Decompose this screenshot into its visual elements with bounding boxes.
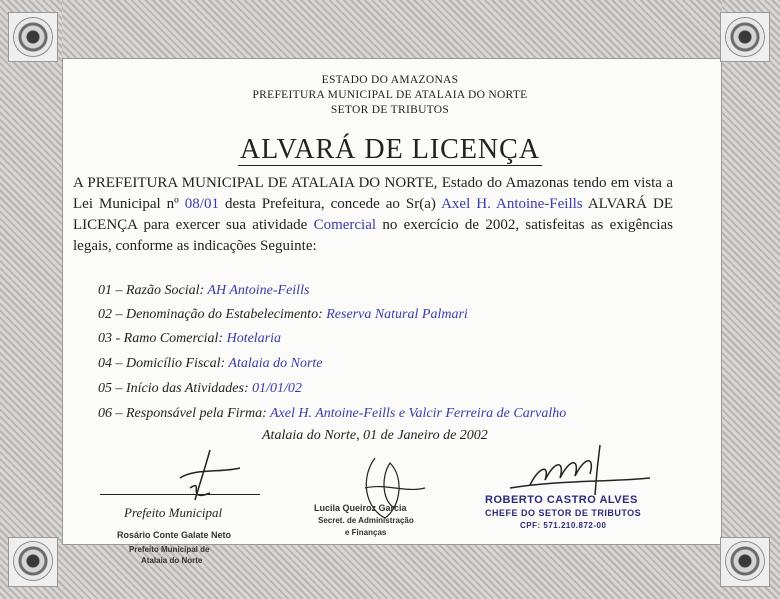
header-state: ESTADO DO AMAZONAS bbox=[321, 74, 459, 86]
decorative-border-bottom bbox=[0, 545, 780, 599]
stamp-mayor-title: Prefeito Municipal de bbox=[129, 545, 210, 554]
header-prefecture: PREFEITURA MUNICIPAL DE ATALAIA DO NORTE bbox=[252, 89, 528, 101]
grommet-icon bbox=[726, 542, 764, 580]
signature-tax-chief bbox=[500, 440, 660, 500]
list-item: 02 – Denominação do Estabelecimento: Reserva Natural Palmari bbox=[98, 307, 468, 322]
stamp-secretary-title: Secret. de Administração bbox=[318, 516, 414, 525]
list-item: 01 – Razão Social: AH Antoine-Feills bbox=[98, 283, 310, 298]
stamp-secretary-name: Lucila Queiroz Garcia bbox=[314, 503, 407, 513]
body-paragraph: A PREFEITURA MUNICIPAL DE ATALAIA DO NORTE, Estado do Amazonas tendo em vista a Lei Municipal nº 08/01 desta Prefeitura, concede ao Sr(a) Axel H. Antoine-Feills ALVARÁ DE LICENÇA para exercer sua atividade Comercial no exercício de 2002, satisfeitas as exigências legais, conforme as indicações Seguinte: bbox=[73, 175, 674, 254]
signature-line bbox=[100, 494, 260, 495]
stamp-tax-chief-title: CHEFE DO SETOR DE TRIBUTOS bbox=[485, 508, 642, 518]
date-line: Atalaia do Norte, 01 de Janeiro de 2002 bbox=[262, 428, 488, 443]
grommet-icon bbox=[14, 542, 52, 580]
grommet-icon bbox=[14, 18, 52, 56]
page-title: ALVARÁ DE LICENÇA bbox=[239, 134, 541, 165]
stamp-mayor-name: Rosário Conte Galate Neto bbox=[117, 530, 232, 540]
signature-label-mayor: Prefeito Municipal bbox=[124, 505, 223, 520]
stamp-secretary-dept: e Finanças bbox=[345, 528, 387, 537]
list-item: 04 – Domicílio Fiscal: Atalaia do Norte bbox=[98, 356, 323, 371]
header-sector: SETOR DE TRIBUTOS bbox=[330, 104, 450, 116]
list-item: 03 - Ramo Comercial: Hotelaria bbox=[98, 331, 282, 346]
list-item: 05 – Início das Atividades: 01/01/02 bbox=[98, 381, 302, 396]
signature-mayor bbox=[150, 448, 250, 508]
stamp-tax-chief-cpf: CPF: 571.210.872-00 bbox=[520, 521, 607, 530]
stamp-tax-chief-name: ROBERTO CASTRO ALVES bbox=[485, 494, 638, 506]
grommet-icon bbox=[726, 18, 764, 56]
stamp-mayor-city: Atalaia do Norte bbox=[141, 556, 203, 565]
decorative-border-top bbox=[0, 0, 780, 58]
list-item: 06 – Responsável pela Firma: Axel H. Antoine-Feills e Valcir Ferreira de Carvalho bbox=[98, 406, 567, 421]
